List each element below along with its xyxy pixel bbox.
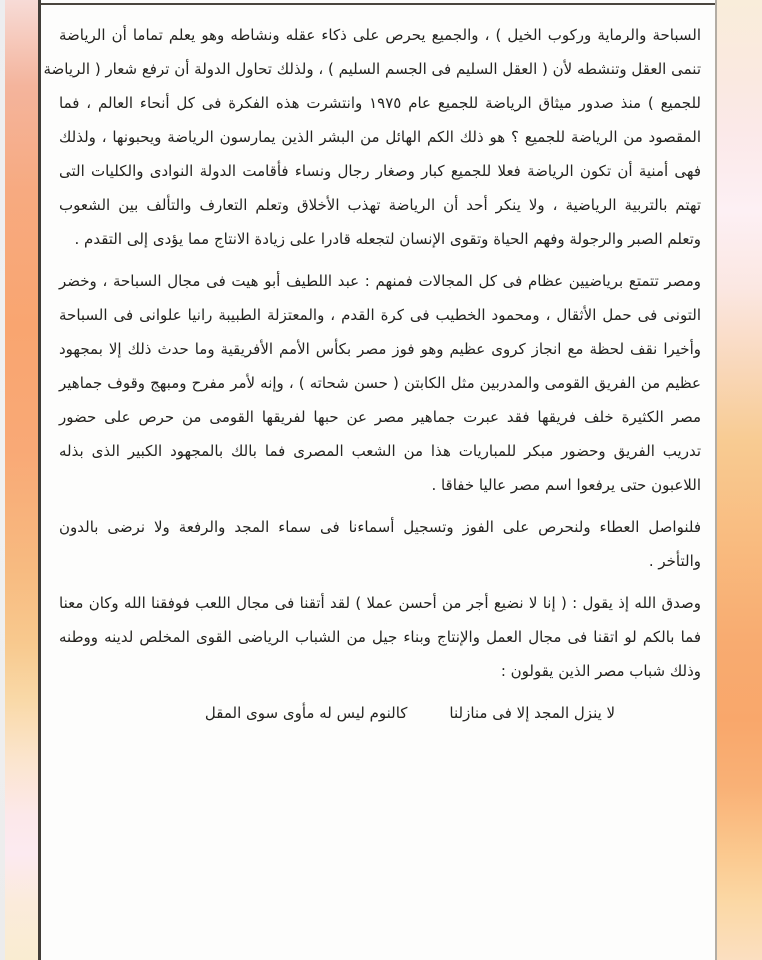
text-line: مصر الكثيرة خلف فريقها فقد عبرت جماهير مصر عن حبها لفريقها القومى من حرص على حضور (59, 408, 701, 426)
paragraph-perseverance (59, 510, 701, 578)
verse-second-hemistich: كالنوم ليس له مأوى سوى المقل (204, 704, 408, 722)
paragraph-quran-quote (59, 586, 701, 688)
text-line: وتعلم الصبر والرجولة وفهم الحياة وتقوى الإنسان لتجعله قادرا على زيادة الانتاج مما يؤدى إلى التقدم . (74, 230, 701, 248)
text-line: للجميع ) منذ صدور ميثاق الرياضة للجميع عام ١٩٧٥ وانتشرت هذه الفكرة فى كل أنحاء العالم ، فما (59, 94, 701, 112)
text-line: السباحة والرماية وركوب الخيل ) ، والجميع يحرص على ذكاء عقله ونشاطه وهو يعلم تماما أن الرياضة (59, 26, 701, 44)
paragraph-sports-for-all (43, 18, 701, 256)
text-line: ومصر تتمتع برياضيين عظام فى كل المجالات فمنهم : عبد اللطيف أبو هيت فى مجال السباحة ، وخضر (59, 272, 701, 290)
text-line: والتأخر . (648, 552, 701, 570)
left-gradient-border (5, 0, 38, 960)
paragraph-egypt-athletes (59, 264, 701, 502)
text-line: وذلك شباب مصر الذين يقولون : (500, 662, 701, 680)
text-line: وصدق الله إذ يقول : ( إنا لا نضيع أجر من أحسن عملا ) لقد أتقنا فى مجال اللعب فوفقنا الله وكان معنا (59, 594, 701, 612)
text-line: اللاعبون حتى يرفعوا اسم مصر عاليا خفاقا . (431, 476, 701, 494)
essay-body (43, 18, 701, 730)
text-line: وأخيرا نقف لحظة مع انجاز كروى عظيم وهو فوز مصر بكأس الأمم الأفريقية وما حدث ذلك إلا بمجهود (59, 340, 701, 358)
right-gradient-border (717, 0, 762, 960)
text-line: التونى فى حمل الأثقال ، ومحمود الخطيب فى كرة القدم ، والمعتزلة الطبيبة رانيا علوانى فى السباحة (59, 306, 701, 324)
text-line: المقصود من الرياضة للجميع ؟ هو ذلك الكم الهائل من البشر الذين يمارسون الرياضة ويحبونها ، ولذلك (59, 128, 701, 146)
document-page (38, 0, 717, 960)
verse-first-hemistich: لا ينزل المجد إلا فى منازلنا (449, 704, 616, 722)
text-line: فهى أمنية أن تكون الرياضة فعلا للجميع كبار وصغار رجال ونساء فأقامت الدولة النوادى والكليات التى (59, 162, 701, 180)
text-line: فما بالكم لو اتقنا فى مجال العمل والإنتاج وبناء جيل من الشباب الرياضى القوى المخلص لدينه ووطنه (59, 628, 701, 646)
text-line: تهتم بالتربية الرياضية ، ولا ينكر أحد أن الرياضة تهذب الأخلاق وتعلم التعارف والتألف بين الشعوب (59, 196, 701, 214)
text-line: تدريب الفريق وحضور مبكر للمباريات هذا من الشعب المصرى فما بالك بالمجهود الكبير الذى بذله (59, 442, 701, 460)
text-line: عظيم من الفريق القومى والمدربين مثل الكابتن ( حسن شحاته ) ، وإنه لأمر مفرح ومبهج وقوف جماهير (59, 374, 701, 392)
page-top-border-line (41, 3, 715, 5)
text-line: فلنواصل العطاء ولنحرص على الفوز وتسجيل أسماءنا فى سماء المجد والرفعة ولا نرضى بالدون (59, 518, 701, 536)
text-line: تنمى العقل وتنشطه لأن ( العقل السليم فى الجسم السليم ) ، ولذلك تحاول الدولة أن ترفع شعار ( الرياضة (43, 60, 701, 78)
poetry-line (89, 696, 731, 730)
